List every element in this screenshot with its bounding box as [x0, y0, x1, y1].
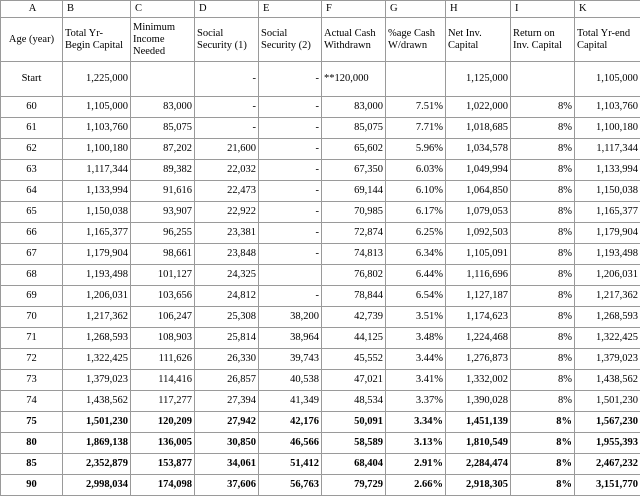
table-row-summary-begin-capital: 1,869,138 — [63, 433, 131, 454]
table-row-pct-withdrawn: 5.96% — [386, 139, 446, 160]
table-row — [1, 118, 640, 139]
table-row-social-security-1: 23,381 — [195, 223, 259, 244]
table-row-end-capital: 1,100,180 — [575, 118, 640, 139]
table-row-summary-social-security-1: 37,606 — [195, 475, 259, 496]
table-row-social-security-2: - — [259, 139, 322, 160]
table-row — [1, 391, 640, 412]
table-row-social-security-1: 27,394 — [195, 391, 259, 412]
table-row-summary-age: 75 — [1, 412, 63, 433]
table-row-net-capital: 1,092,503 — [446, 223, 511, 244]
table-row-end-capital: 1,133,994 — [575, 160, 640, 181]
table-row-summary — [1, 475, 640, 496]
table-row-end-capital: 1,217,362 — [575, 286, 640, 307]
header-row-return: Return on Inv. Capital — [511, 18, 575, 62]
header-row — [1, 18, 640, 62]
table-row-return: 8% — [511, 265, 575, 286]
table-row-social-security-1: 24,812 — [195, 286, 259, 307]
table-row-social-security-2: - — [259, 244, 322, 265]
table-row — [1, 286, 640, 307]
table-row-cash-withdrawn: 76,802 — [322, 265, 386, 286]
table-row-net-capital: 1,390,028 — [446, 391, 511, 412]
table-row-social-security-2: - — [259, 202, 322, 223]
table-row-age: 65 — [1, 202, 63, 223]
start-row-social-security-2: - — [259, 62, 322, 97]
table-row-cash-withdrawn: 42,739 — [322, 307, 386, 328]
table-body — [1, 1, 640, 496]
table-row-end-capital: 1,103,760 — [575, 97, 640, 118]
table-row-net-capital: 1,022,000 — [446, 97, 511, 118]
table-row-age: 61 — [1, 118, 63, 139]
table-row-summary-social-security-1: 34,061 — [195, 454, 259, 475]
table-row-social-security-2: 39,743 — [259, 349, 322, 370]
table-row — [1, 202, 640, 223]
table-row-summary-pct-withdrawn: 2.91% — [386, 454, 446, 475]
table-row-social-security-1: 21,600 — [195, 139, 259, 160]
table-row-return: 8% — [511, 244, 575, 265]
header-row-min-income: Minimum Income Needed — [131, 18, 195, 62]
table-row-end-capital: 1,379,023 — [575, 349, 640, 370]
table-row — [1, 370, 640, 391]
table-row-return: 8% — [511, 160, 575, 181]
table-row-pct-withdrawn: 3.37% — [386, 391, 446, 412]
table-row-net-capital: 1,332,002 — [446, 370, 511, 391]
table-row-cash-withdrawn: 65,602 — [322, 139, 386, 160]
table-row-net-capital: 1,049,994 — [446, 160, 511, 181]
table-row-summary-return: 8% — [511, 433, 575, 454]
table-row — [1, 97, 640, 118]
column-letter-row-pct-withdrawn: G — [386, 1, 446, 18]
table-row-pct-withdrawn: 6.17% — [386, 202, 446, 223]
table-row-social-security-2: - — [259, 118, 322, 139]
table-row-summary-min-income: 136,005 — [131, 433, 195, 454]
table-row-social-security-2 — [259, 265, 322, 286]
table-row-return: 8% — [511, 118, 575, 139]
header-row-end-capital: Total Yr-end Capital — [575, 18, 640, 62]
column-letter-row-return: I — [511, 1, 575, 18]
table-row-summary-social-security-2: 42,176 — [259, 412, 322, 433]
table-row-begin-capital: 1,179,904 — [63, 244, 131, 265]
table-row-social-security-1: 22,922 — [195, 202, 259, 223]
table-row — [1, 160, 640, 181]
start-row-pct-withdrawn — [386, 62, 446, 97]
table-row-age: 63 — [1, 160, 63, 181]
table-row — [1, 328, 640, 349]
table-row — [1, 265, 640, 286]
column-letter-row-social-security-1: D — [195, 1, 259, 18]
table-row-age: 67 — [1, 244, 63, 265]
column-letter-row-age: A — [1, 1, 63, 18]
table-row-net-capital: 1,105,091 — [446, 244, 511, 265]
table-row — [1, 307, 640, 328]
table-row-return: 8% — [511, 139, 575, 160]
table-row-summary-end-capital: 1,567,230 — [575, 412, 640, 433]
table-row-summary-pct-withdrawn: 2.66% — [386, 475, 446, 496]
table-row-end-capital: 1,322,425 — [575, 328, 640, 349]
table-row-end-capital: 1,179,904 — [575, 223, 640, 244]
table-row-min-income: 89,382 — [131, 160, 195, 181]
table-row-begin-capital: 1,165,377 — [63, 223, 131, 244]
table-row-min-income: 106,247 — [131, 307, 195, 328]
table-row-return: 8% — [511, 97, 575, 118]
table-row-summary-cash-withdrawn: 79,729 — [322, 475, 386, 496]
table-row-summary-return: 8% — [511, 412, 575, 433]
table-row-pct-withdrawn: 3.44% — [386, 349, 446, 370]
start-row-age: Start — [1, 62, 63, 97]
table-row-age: 73 — [1, 370, 63, 391]
table-row-summary-social-security-1: 27,942 — [195, 412, 259, 433]
table-row-social-security-2: - — [259, 160, 322, 181]
table-row-social-security-1: 22,032 — [195, 160, 259, 181]
table-row-cash-withdrawn: 67,350 — [322, 160, 386, 181]
table-row-return: 8% — [511, 181, 575, 202]
table-row-summary-pct-withdrawn: 3.34% — [386, 412, 446, 433]
table-row-summary-min-income: 174,098 — [131, 475, 195, 496]
table-row-net-capital: 1,079,053 — [446, 202, 511, 223]
table-row-begin-capital: 1,217,362 — [63, 307, 131, 328]
table-row-summary-social-security-2: 56,763 — [259, 475, 322, 496]
table-row-summary-end-capital: 3,151,770 — [575, 475, 640, 496]
table-row-summary-net-capital: 1,451,139 — [446, 412, 511, 433]
table-row-cash-withdrawn: 72,874 — [322, 223, 386, 244]
table-row-summary — [1, 454, 640, 475]
table-row-pct-withdrawn: 7.71% — [386, 118, 446, 139]
table-row-summary — [1, 433, 640, 454]
table-row-age: 74 — [1, 391, 63, 412]
table-row-summary-end-capital: 2,467,232 — [575, 454, 640, 475]
table-row-age: 62 — [1, 139, 63, 160]
header-row-age: Age (year) — [1, 18, 63, 62]
table-row-summary-social-security-2: 46,566 — [259, 433, 322, 454]
table-row-min-income: 87,202 — [131, 139, 195, 160]
table-row-return: 8% — [511, 370, 575, 391]
table-row-net-capital: 1,276,873 — [446, 349, 511, 370]
table-row-begin-capital: 1,268,593 — [63, 328, 131, 349]
table-row — [1, 244, 640, 265]
table-row-cash-withdrawn: 48,534 — [322, 391, 386, 412]
table-row-min-income: 111,626 — [131, 349, 195, 370]
table-row-summary-net-capital: 2,284,474 — [446, 454, 511, 475]
table-row-net-capital: 1,127,187 — [446, 286, 511, 307]
table-row-end-capital: 1,501,230 — [575, 391, 640, 412]
table-row-end-capital: 1,268,593 — [575, 307, 640, 328]
table-row-cash-withdrawn: 78,844 — [322, 286, 386, 307]
header-row-pct-withdrawn: %age Cash W/drawn — [386, 18, 446, 62]
table-row-summary-begin-capital: 1,501,230 — [63, 412, 131, 433]
table-row-pct-withdrawn: 3.48% — [386, 328, 446, 349]
table-row-return: 8% — [511, 202, 575, 223]
table-row-net-capital: 1,224,468 — [446, 328, 511, 349]
table-row-end-capital: 1,150,038 — [575, 181, 640, 202]
header-row-cash-withdrawn: Actual Cash Withdrawn — [322, 18, 386, 62]
table-row-pct-withdrawn: 6.03% — [386, 160, 446, 181]
table-row-min-income: 108,903 — [131, 328, 195, 349]
table-row-begin-capital: 1,103,760 — [63, 118, 131, 139]
table-row-begin-capital: 1,105,000 — [63, 97, 131, 118]
table-row-pct-withdrawn: 6.34% — [386, 244, 446, 265]
start-row-begin-capital: 1,225,000 — [63, 62, 131, 97]
column-letter-row — [1, 1, 640, 18]
table-row-end-capital: 1,438,562 — [575, 370, 640, 391]
table-row-summary-begin-capital: 2,998,034 — [63, 475, 131, 496]
table-row-summary-social-security-1: 30,850 — [195, 433, 259, 454]
table-row-summary-min-income: 153,877 — [131, 454, 195, 475]
column-letter-row-cash-withdrawn: F — [322, 1, 386, 18]
table-row-cash-withdrawn: 85,075 — [322, 118, 386, 139]
table-row-summary-cash-withdrawn: 68,404 — [322, 454, 386, 475]
table-row-summary-cash-withdrawn: 50,091 — [322, 412, 386, 433]
table-row-begin-capital: 1,379,023 — [63, 370, 131, 391]
table-row-social-security-1: 25,308 — [195, 307, 259, 328]
start-row-return — [511, 62, 575, 97]
table-row-end-capital: 1,206,031 — [575, 265, 640, 286]
table-row-cash-withdrawn: 45,552 — [322, 349, 386, 370]
table-row-min-income: 85,075 — [131, 118, 195, 139]
table-row-min-income: 83,000 — [131, 97, 195, 118]
header-row-net-capital: Net Inv. Capital — [446, 18, 511, 62]
table-row-begin-capital: 1,193,498 — [63, 265, 131, 286]
table-row-net-capital: 1,064,850 — [446, 181, 511, 202]
table-row-social-security-2: 38,964 — [259, 328, 322, 349]
table-row-age: 60 — [1, 97, 63, 118]
table-row-net-capital: 1,034,578 — [446, 139, 511, 160]
column-letter-row-min-income: C — [131, 1, 195, 18]
header-row-social-security-2: Social Security (2) — [259, 18, 322, 62]
table-row-social-security-1: 22,473 — [195, 181, 259, 202]
table-row-age: 70 — [1, 307, 63, 328]
table-row-cash-withdrawn: 70,985 — [322, 202, 386, 223]
table-row-begin-capital: 1,100,180 — [63, 139, 131, 160]
table-row-summary-age: 85 — [1, 454, 63, 475]
start-row-social-security-1: - — [195, 62, 259, 97]
table-row — [1, 181, 640, 202]
table-row-min-income: 101,127 — [131, 265, 195, 286]
table-row-pct-withdrawn: 6.10% — [386, 181, 446, 202]
table-row-age: 64 — [1, 181, 63, 202]
table-row-age: 71 — [1, 328, 63, 349]
table-row-return: 8% — [511, 349, 575, 370]
table-row-social-security-1: 26,857 — [195, 370, 259, 391]
column-letter-row-begin-capital: B — [63, 1, 131, 18]
table-row-begin-capital: 1,117,344 — [63, 160, 131, 181]
table-row-begin-capital: 1,150,038 — [63, 202, 131, 223]
table-row-min-income: 96,255 — [131, 223, 195, 244]
table-row-age: 72 — [1, 349, 63, 370]
table-row-summary-begin-capital: 2,352,879 — [63, 454, 131, 475]
table-row-return: 8% — [511, 223, 575, 244]
table-row-net-capital: 1,018,685 — [446, 118, 511, 139]
start-row-min-income — [131, 62, 195, 97]
table-row-min-income: 93,907 — [131, 202, 195, 223]
table-row-social-security-2: - — [259, 223, 322, 244]
table-row-summary-pct-withdrawn: 3.13% — [386, 433, 446, 454]
header-row-begin-capital: Total Yr-Begin Capital — [63, 18, 131, 62]
table-row-net-capital: 1,116,696 — [446, 265, 511, 286]
table-row — [1, 139, 640, 160]
table-row-min-income: 91,616 — [131, 181, 195, 202]
table-row-pct-withdrawn: 3.41% — [386, 370, 446, 391]
table-row-end-capital: 1,193,498 — [575, 244, 640, 265]
header-row-social-security-1: Social Security (1) — [195, 18, 259, 62]
table-row-age: 69 — [1, 286, 63, 307]
table-row-summary-cash-withdrawn: 58,589 — [322, 433, 386, 454]
table-row-social-security-1: 25,814 — [195, 328, 259, 349]
table-row-cash-withdrawn: 83,000 — [322, 97, 386, 118]
table-row-pct-withdrawn: 7.51% — [386, 97, 446, 118]
table-row-summary-social-security-2: 51,412 — [259, 454, 322, 475]
table-row-social-security-2: - — [259, 286, 322, 307]
table-row-social-security-1: 23,848 — [195, 244, 259, 265]
start-row — [1, 62, 640, 97]
table-row-social-security-1: 24,325 — [195, 265, 259, 286]
column-letter-row-social-security-2: E — [259, 1, 322, 18]
table-row-age: 68 — [1, 265, 63, 286]
table-row-cash-withdrawn: 44,125 — [322, 328, 386, 349]
table-row-return: 8% — [511, 328, 575, 349]
table-row-social-security-1: - — [195, 97, 259, 118]
table-row-social-security-1: 26,330 — [195, 349, 259, 370]
table-row-min-income: 117,277 — [131, 391, 195, 412]
table-row-cash-withdrawn: 47,021 — [322, 370, 386, 391]
table-row-summary-age: 80 — [1, 433, 63, 454]
table-row-social-security-2: 40,538 — [259, 370, 322, 391]
table-row-social-security-2: - — [259, 97, 322, 118]
table-row-min-income: 114,416 — [131, 370, 195, 391]
start-row-cash-withdrawn: **120,000 — [322, 62, 386, 97]
table-row-summary-return: 8% — [511, 475, 575, 496]
table-row-return: 8% — [511, 286, 575, 307]
table-row-summary-net-capital: 2,918,305 — [446, 475, 511, 496]
table-row-social-security-2: - — [259, 181, 322, 202]
table-row-summary-age: 90 — [1, 475, 63, 496]
table-row-pct-withdrawn: 3.51% — [386, 307, 446, 328]
table-row-return: 8% — [511, 391, 575, 412]
column-letter-row-end-capital: K — [575, 1, 640, 18]
table-row-summary-end-capital: 1,955,393 — [575, 433, 640, 454]
table-row-summary — [1, 412, 640, 433]
table-row-return: 8% — [511, 307, 575, 328]
table-row-cash-withdrawn: 74,813 — [322, 244, 386, 265]
table-row — [1, 349, 640, 370]
table-row-end-capital: 1,117,344 — [575, 139, 640, 160]
table-row-social-security-1: - — [195, 118, 259, 139]
table-row-min-income: 98,661 — [131, 244, 195, 265]
table-row-begin-capital: 1,438,562 — [63, 391, 131, 412]
table-row-pct-withdrawn: 6.54% — [386, 286, 446, 307]
table-row-summary-return: 8% — [511, 454, 575, 475]
table-row-net-capital: 1,174,623 — [446, 307, 511, 328]
table-row-pct-withdrawn: 6.44% — [386, 265, 446, 286]
table-row-begin-capital: 1,133,994 — [63, 181, 131, 202]
table-row — [1, 223, 640, 244]
table-row-min-income: 103,656 — [131, 286, 195, 307]
start-row-end-capital: 1,105,000 — [575, 62, 640, 97]
table-row-age: 66 — [1, 223, 63, 244]
table-row-begin-capital: 1,206,031 — [63, 286, 131, 307]
table-row-social-security-2: 38,200 — [259, 307, 322, 328]
table-row-summary-net-capital: 1,810,549 — [446, 433, 511, 454]
table-row-pct-withdrawn: 6.25% — [386, 223, 446, 244]
table-row-summary-min-income: 120,209 — [131, 412, 195, 433]
table-row-cash-withdrawn: 69,144 — [322, 181, 386, 202]
table-row-begin-capital: 1,322,425 — [63, 349, 131, 370]
start-row-net-capital: 1,125,000 — [446, 62, 511, 97]
table-row-end-capital: 1,165,377 — [575, 202, 640, 223]
table-row-social-security-2: 41,349 — [259, 391, 322, 412]
column-letter-row-net-capital: H — [446, 1, 511, 18]
